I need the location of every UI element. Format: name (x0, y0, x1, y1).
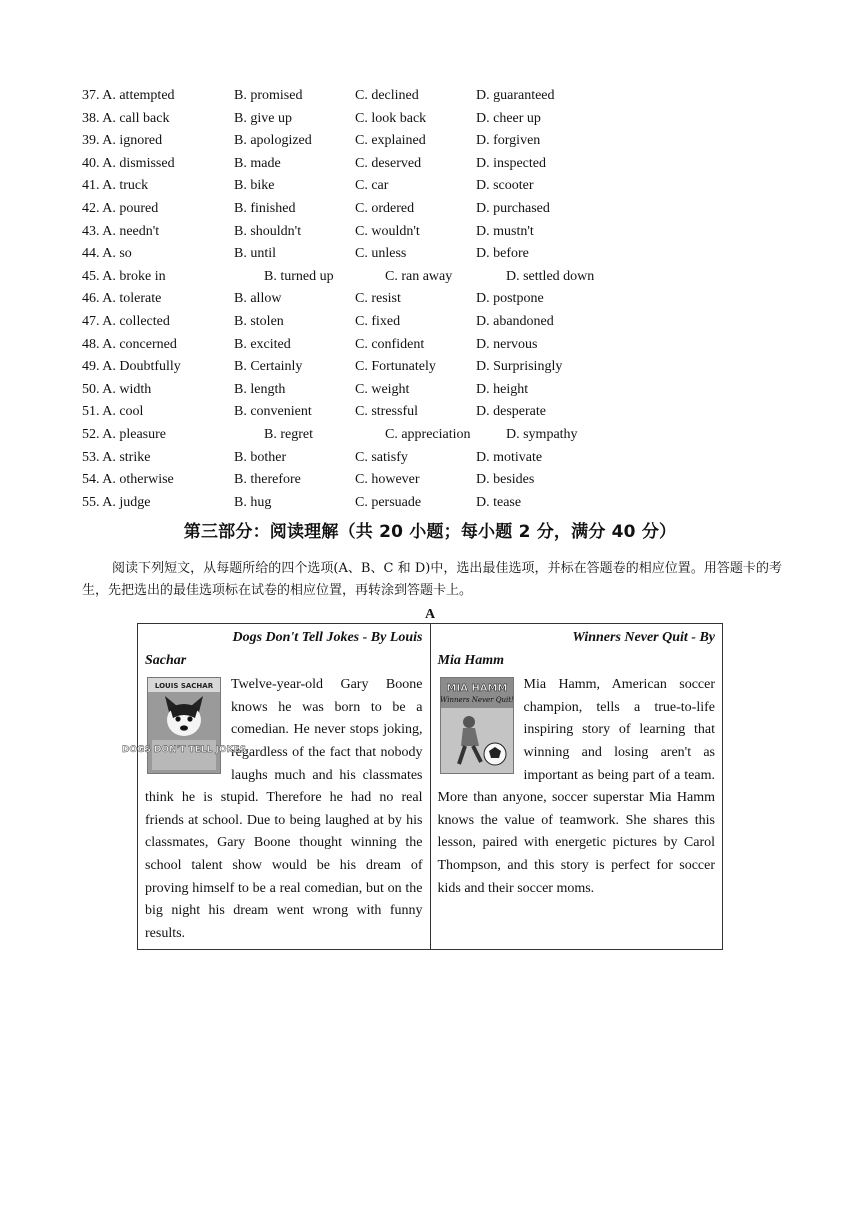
question-row-42: 42. A. poured B. finished C. ordered D. purchased (82, 200, 550, 216)
book-cell-right (430, 624, 723, 950)
section-instructions: 阅读下列短文，从每题所给的四个选项(A、B、C 和 D)中，选出最佳选项，并标在答题卷的相应位置。用答题卡的考生，先把选出的最佳选项标在试卷的相应位置，再转涂到答题卡上。 (82, 561, 782, 598)
question-row-39: 39. A. ignored B. apologized C. explained D. forgiven (82, 133, 541, 149)
question-row-47: 47. A. collected B. stolen C. fixed D. abandoned (82, 313, 554, 329)
question-row-52: 52. A. pleasure B. regret C. appreciation D. sympathy (82, 426, 578, 442)
book-description: Mia Hamm, American soccer champion, tells a true-to-life inspiring story of learning that winning and losing aren't as important as being part of a team. More than anyone, soccer superstar Mia Hamm knows the value of teamwork. She shares this lesson, paired with energetic pictures by Carol Thompson, and this story is perfect for soccer kids and their soccer moms. (437, 677, 715, 896)
question-row-48: 48. A. concerned B. excited C. confident D. nervous (82, 336, 538, 352)
question-row-50: 50. A. width B. length C. weight D. height (82, 381, 529, 397)
book-title: Winners Never Quit - By Mia Hamm (437, 630, 715, 668)
svg-text:LOUIS SACHAR: LOUIS SACHAR (154, 682, 214, 691)
question-row-45: 45. A. broke in B. turned up C. ran away D. settled down (82, 268, 595, 284)
question-row-44: 44. A. so B. until C. unless D. before (82, 246, 529, 262)
svg-text:DOGS DON'T TELL JOKES: DOGS DON'T TELL JOKES (121, 745, 247, 756)
question-row-38: 38. A. call back B. give up C. look back D. cheer up (82, 110, 541, 126)
question-row-41: 41. A. truck B. bike C. car D. scooter (82, 178, 534, 194)
passage-label: A (424, 607, 436, 622)
question-row-49: 49. A. Doubtfully B. Certainly C. Fortunately D. Surprisingly (82, 359, 563, 375)
question-row-55: 55. A. judge B. hug C. persuade D. tease (82, 494, 522, 510)
book-table (121, 623, 723, 950)
question-row-54: 54. A. otherwise B. therefore C. however D. besides (82, 472, 535, 488)
question-row-37: 37. A. attempted B. promised C. declined D. guaranteed (82, 88, 555, 103)
book-cover-winners-image (440, 677, 514, 774)
svg-text:MIA HAMM: MIA HAMM (446, 683, 507, 695)
book-title: Dogs Don't Tell Jokes - By Louis Sachar (145, 630, 423, 668)
question-row-43: 43. A. needn't B. shouldn't C. wouldn't D. mustn't (82, 223, 534, 239)
question-row-46: 46. A. tolerate B. allow C. resist D. postpone (82, 291, 544, 307)
book-cover-dogs-image (121, 677, 247, 774)
question-row-53: 53. A. strike B. bother C. satisfy D. motivate (82, 449, 543, 465)
book-description: Twelve-year-old Gary Boone knows he was born to be a comedian. He never stops joking, regardless of the fact that nobody laughs much and his classmates think he is stupid. Therefore he had no real friends at school. Due to being laughed at by his classmates, Gary Boone thought winning the school talent show would be his dream of proving himself to be a real comedian, but on the big night his dream went wrong with funny results. (145, 677, 423, 941)
question-options-list (82, 85, 782, 514)
book-cell-left (121, 624, 431, 950)
section-heading: 第三部分：阅读理解（共 20 小题；每小题 2 分，满分 40 分） (183, 522, 677, 542)
question-row-40: 40. A. dismissed B. made C. deserved D. inspected (82, 155, 546, 171)
svg-text:Winners Never Quit!: Winners Never Quit! (439, 696, 514, 705)
question-row-51: 51. A. cool B. convenient C. stressful D. desperate (82, 404, 546, 420)
